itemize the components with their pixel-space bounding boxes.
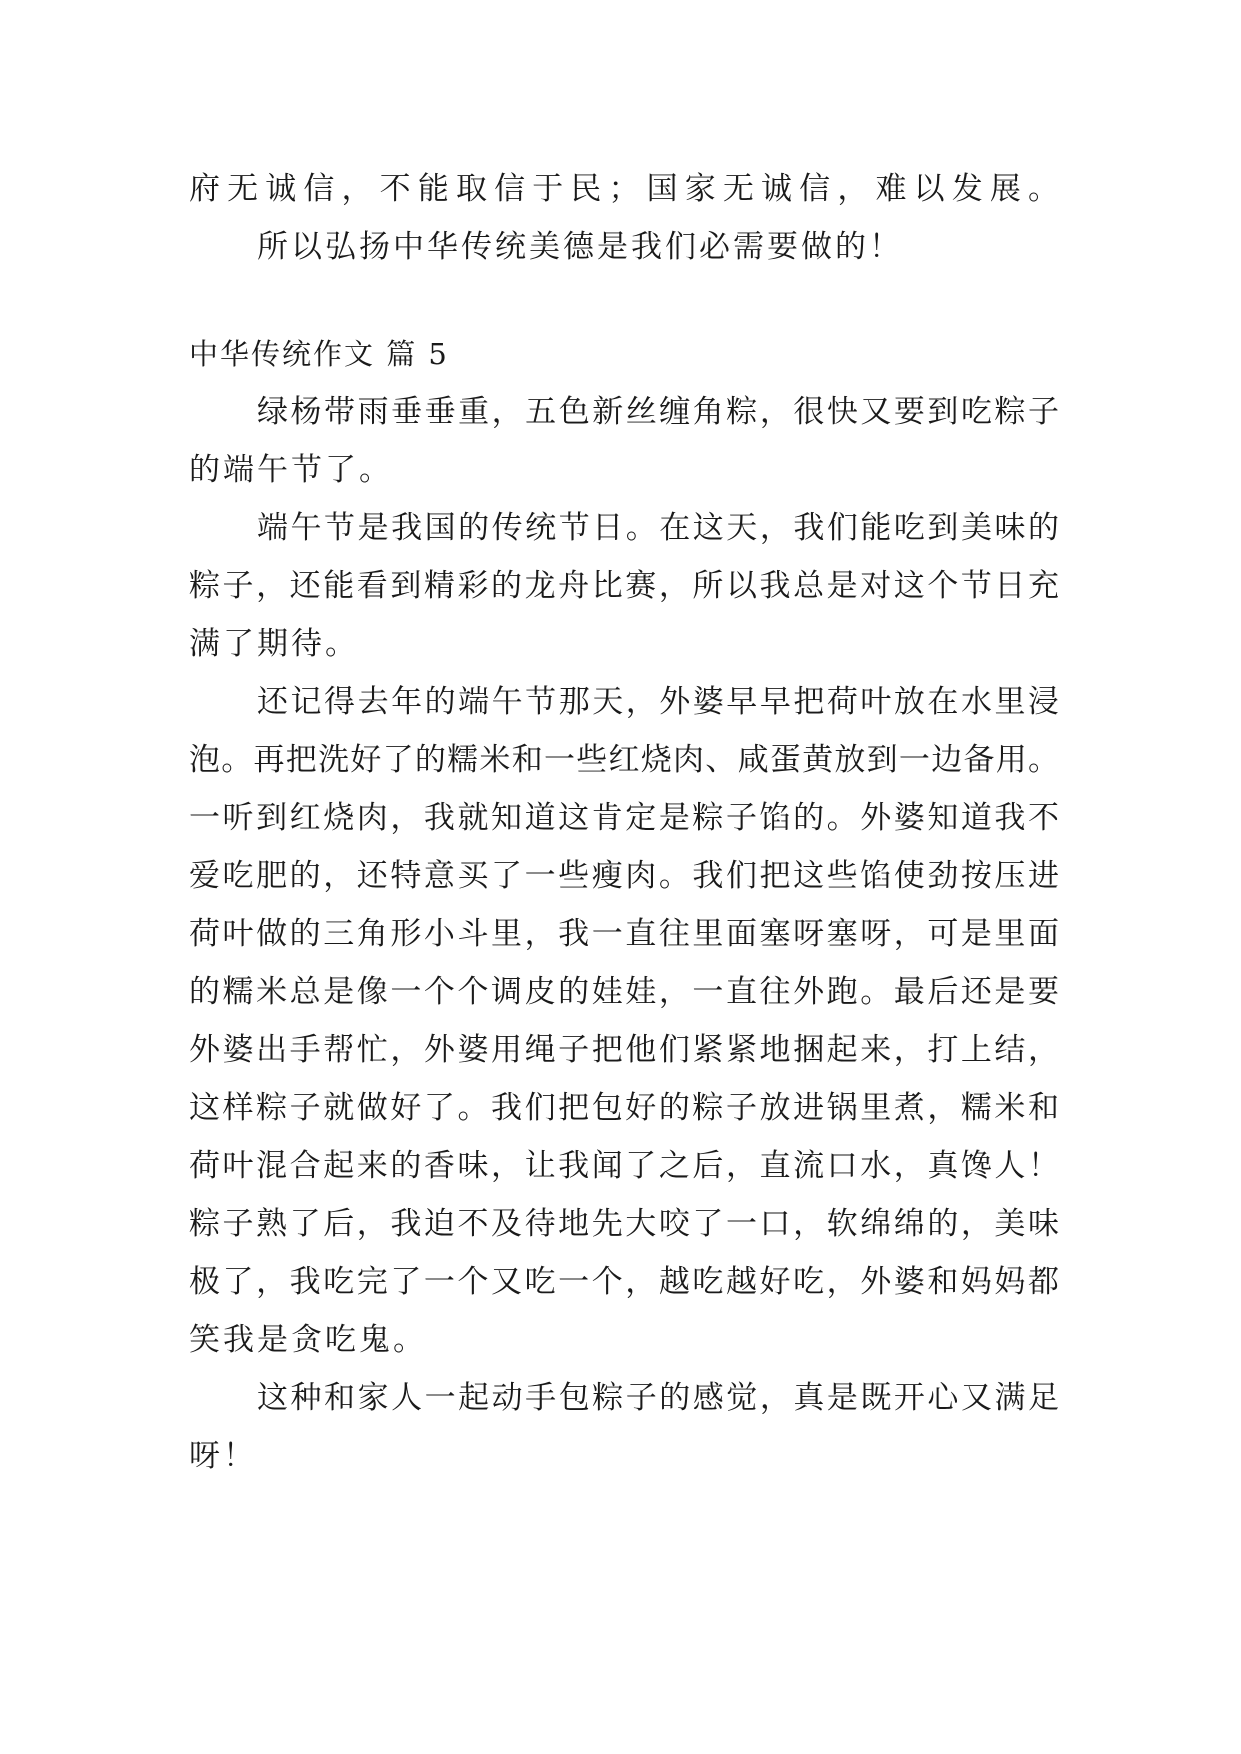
text-line: 外婆出手帮忙，外婆用绳子把他们紧紧地捆起来，打上结， bbox=[189, 1032, 1059, 1068]
text-line: 极了，我吃完了一个又吃一个，越吃越好吃，外婆和妈妈都 bbox=[189, 1264, 1059, 1300]
text-line: 府无诚信，不能取信于民；国家无诚信，难以发展。 bbox=[189, 171, 1059, 207]
text-line: 还记得去年的端午节那天，外婆早早把荷叶放在水里浸 bbox=[257, 684, 1059, 720]
text-line: 粽子熟了后，我迫不及待地先大咬了一口，软绵绵的，美味 bbox=[189, 1206, 1059, 1242]
text-line: 这种和家人一起动手包粽子的感觉，真是既开心又满足 bbox=[257, 1380, 1059, 1416]
text-line: 绿杨带雨垂垂重，五色新丝缠角粽，很快又要到吃粽子 bbox=[257, 394, 1059, 430]
text-line: 荷叶混合起来的香味，让我闻了之后，直流口水，真馋人！ bbox=[189, 1148, 1059, 1184]
text-line: 所以弘扬中华传统美德是我们必需要做的！ bbox=[257, 229, 903, 265]
text-line: 满了期待。 bbox=[189, 626, 359, 662]
text-line: 端午节是我国的传统节日。在这天，我们能吃到美味的 bbox=[257, 510, 1059, 546]
text-line: 泡。再把洗好了的糯米和一些红烧肉、咸蛋黄放到一边备用。 bbox=[189, 742, 1059, 778]
section-title: 中华传统作文 篇 5 bbox=[189, 337, 449, 371]
text-line: 粽子，还能看到精彩的龙舟比赛，所以我总是对这个节日充 bbox=[189, 568, 1059, 604]
text-line: 的端午节了。 bbox=[189, 452, 393, 488]
text-line: 爱吃肥的，还特意买了一些瘦肉。我们把这些馅使劲按压进 bbox=[189, 858, 1059, 894]
text-line: 呀！ bbox=[189, 1438, 257, 1474]
text-line: 一听到红烧肉，我就知道这肯定是粽子馅的。外婆知道我不 bbox=[189, 800, 1059, 836]
text-line: 笑我是贪吃鬼。 bbox=[189, 1322, 427, 1358]
document-body bbox=[189, 160, 1059, 1485]
text-line: 这样粽子就做好了。我们把包好的粽子放进锅里煮，糯米和 bbox=[189, 1090, 1059, 1126]
text-line: 的糯米总是像一个个调皮的娃娃，一直往外跑。最后还是要 bbox=[189, 974, 1059, 1010]
text-line: 荷叶做的三角形小斗里，我一直往里面塞呀塞呀，可是里面 bbox=[189, 916, 1059, 952]
section-spacer bbox=[189, 276, 1059, 325]
